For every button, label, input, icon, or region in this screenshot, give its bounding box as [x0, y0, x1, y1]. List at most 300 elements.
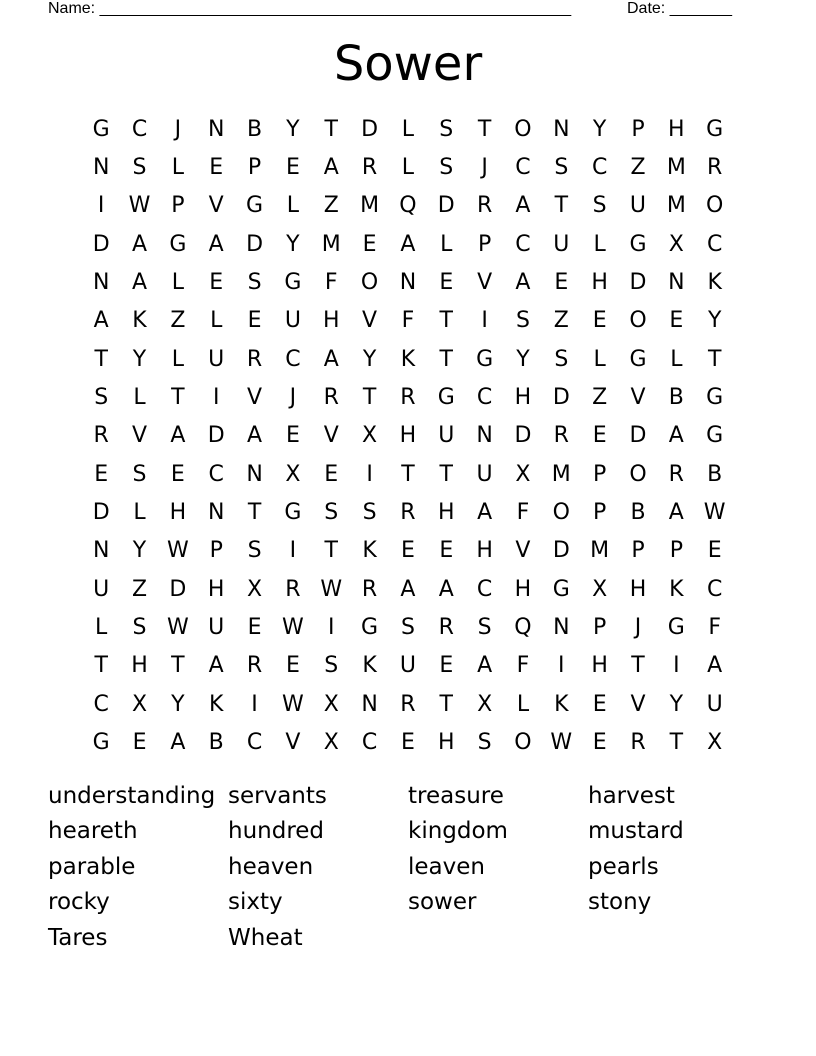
grid-letter: H	[322, 308, 340, 334]
grid-letter: B	[707, 461, 723, 487]
grid-letter: Y	[286, 231, 300, 257]
grid-letter: M	[321, 231, 341, 257]
grid-letter: B	[208, 730, 224, 756]
grid-letter: X	[131, 691, 148, 717]
word-list-item: sixty	[228, 889, 283, 916]
word-list-item: treasure	[408, 782, 504, 809]
grid-letter: N	[246, 461, 263, 487]
grid-letter: E	[400, 730, 415, 756]
grid-letter: I	[366, 461, 373, 487]
grid-letter: C	[285, 346, 301, 372]
grid-letter: E	[285, 155, 300, 181]
grid-letter: S	[132, 461, 147, 487]
grid-letter: V	[208, 193, 224, 219]
grid-letter: E	[592, 423, 607, 449]
grid-letter: L	[593, 231, 606, 257]
grid-letter: O	[360, 270, 379, 296]
grid-letter: J	[481, 155, 488, 181]
grid-letter: P	[631, 538, 645, 564]
grid-letter: H	[514, 385, 532, 411]
grid-letter: G	[629, 346, 647, 372]
grid-letter: A	[323, 346, 339, 372]
grid-letter: M	[666, 193, 686, 219]
grid-letter: V	[630, 691, 646, 717]
grid-letter: X	[592, 576, 608, 602]
word-list-item: pearls	[588, 853, 659, 880]
grid-letter: S	[439, 116, 454, 142]
grid-letter: C	[706, 576, 723, 602]
grid-letter: D	[169, 576, 187, 602]
grid-letter: A	[170, 730, 186, 756]
grid-letter: U	[208, 615, 225, 641]
grid-letter: H	[591, 653, 608, 679]
grid-letter: M	[590, 538, 610, 564]
grid-letter: Z	[592, 385, 608, 411]
grid-letter: U	[93, 576, 110, 602]
grid-letter: F	[516, 500, 530, 526]
grid-letter: L	[401, 116, 415, 142]
page-title: Sower	[333, 36, 483, 92]
grid-letter: L	[440, 231, 453, 257]
grid-letter: A	[477, 500, 493, 526]
grid-letter: T	[439, 461, 453, 487]
grid-letter: M	[551, 461, 571, 487]
grid-letter: R	[476, 193, 493, 219]
grid-letter: H	[131, 653, 148, 679]
grid-letter: T	[631, 653, 645, 679]
grid-letter: O	[552, 500, 570, 526]
grid-letter: L	[670, 346, 683, 372]
grid-letter: C	[515, 155, 531, 181]
grid-letter: N	[553, 615, 570, 641]
grid-letter: M	[360, 193, 380, 219]
grid-letter: T	[94, 653, 108, 679]
grid-letter: A	[400, 576, 416, 602]
word-list-item: Wheat	[228, 924, 303, 951]
grid-letter: V	[515, 538, 531, 564]
grid-letter: W	[282, 615, 304, 641]
grid-letter: S	[324, 653, 339, 679]
grid-letter: W	[128, 193, 151, 219]
grid-letter: X	[285, 461, 301, 487]
grid-letter: H	[399, 423, 417, 449]
grid-letter: R	[707, 155, 723, 181]
grid-letter: A	[668, 423, 684, 449]
word-list-item: leaven	[408, 853, 485, 880]
grid-letter: M	[666, 155, 686, 181]
grid-letter: P	[477, 231, 492, 257]
grid-letter: I	[327, 615, 335, 641]
grid-letter: S	[247, 538, 262, 564]
grid-letter: S	[132, 615, 147, 641]
grid-letter: H	[437, 730, 455, 756]
grid-letter: P	[593, 461, 607, 487]
grid-letter: N	[92, 270, 110, 296]
grid-letter: S	[515, 308, 530, 334]
grid-letter: F	[708, 615, 721, 641]
word-list-item: Tares	[48, 924, 108, 951]
grid-letter: I	[212, 385, 220, 411]
grid-letter: F	[401, 308, 415, 334]
grid-letter: R	[361, 155, 378, 181]
grid-letter: U	[476, 461, 493, 487]
grid-letter: S	[477, 615, 492, 641]
grid-letter: V	[131, 423, 148, 449]
grid-letter: T	[247, 500, 262, 526]
grid-letter: R	[246, 653, 263, 679]
grid-letter: X	[515, 461, 531, 487]
grid-letter: S	[554, 346, 569, 372]
worksheet-header	[48, 0, 768, 20]
letter-grid	[82, 110, 734, 762]
grid-letter: Y	[286, 116, 300, 142]
grid-letter: H	[437, 500, 455, 526]
grid-letter: A	[170, 423, 186, 449]
grid-letter: X	[323, 730, 339, 756]
grid-letter: C	[361, 730, 378, 756]
grid-letter: D	[552, 538, 570, 564]
grid-letter: P	[631, 116, 645, 142]
grid-letter: N	[399, 270, 417, 296]
grid-letter: D	[92, 231, 110, 257]
grid-letter: N	[207, 116, 225, 142]
grid-letter: P	[209, 538, 223, 564]
word-list-item: servants	[228, 782, 327, 809]
grid-letter: E	[669, 308, 684, 334]
grid-letter: P	[247, 155, 262, 181]
grid-letter: N	[207, 500, 225, 526]
grid-letter: K	[362, 538, 377, 564]
grid-letter: V	[362, 308, 378, 334]
grid-letter: B	[247, 116, 263, 142]
grid-letter: S	[477, 730, 492, 756]
grid-letter: V	[630, 385, 646, 411]
grid-letter: Y	[132, 538, 147, 564]
grid-letter: A	[515, 193, 531, 219]
grid-letter: E	[592, 308, 607, 334]
grid-letter: E	[170, 461, 185, 487]
grid-letter: S	[94, 385, 109, 411]
grid-letter: W	[550, 730, 573, 756]
grid-letter: R	[438, 615, 454, 641]
grid-letter: G	[437, 385, 455, 411]
grid-letter: A	[208, 231, 224, 257]
word-list-item: hundred	[228, 818, 325, 845]
grid-letter: W	[282, 691, 304, 717]
grid-letter: D	[629, 270, 647, 296]
grid-letter: A	[131, 270, 148, 296]
grid-letter: N	[92, 538, 110, 564]
name-field: Name: _____________________________________________________	[48, 0, 572, 17]
grid-letter: Z	[170, 308, 186, 334]
grid-letter: I	[251, 691, 258, 717]
grid-letter: R	[553, 423, 569, 449]
grid-letter: D	[437, 193, 455, 219]
grid-letter: Q	[514, 615, 532, 641]
grid-letter: T	[669, 730, 684, 756]
grid-letter: T	[362, 385, 377, 411]
grid-letter: G	[706, 116, 724, 142]
grid-letter: E	[439, 538, 454, 564]
grid-letter: R	[400, 691, 416, 717]
grid-letter: I	[481, 308, 488, 334]
grid-letter: G	[92, 730, 110, 756]
grid-letter: U	[553, 231, 570, 257]
grid-letter: E	[400, 538, 415, 564]
date-field: Date: _______	[627, 0, 732, 17]
word-list-item: stony	[588, 889, 652, 916]
grid-letter: D	[92, 500, 110, 526]
grid-letter: L	[516, 691, 530, 717]
grid-letter: A	[131, 231, 148, 257]
grid-letter: H	[591, 270, 608, 296]
grid-letter: P	[669, 538, 683, 564]
grid-letter: R	[323, 385, 339, 411]
word-list-item: understanding	[48, 782, 216, 809]
grid-letter: E	[592, 730, 607, 756]
grid-letter: G	[706, 423, 724, 449]
grid-letter: I	[289, 538, 297, 564]
grid-letter: Y	[592, 116, 607, 142]
grid-letter: X	[362, 423, 378, 449]
grid-letter: U	[629, 193, 647, 219]
grid-letter: Y	[669, 691, 684, 717]
grid-letter: C	[706, 231, 723, 257]
grid-letter: Y	[707, 308, 722, 334]
grid-letter: G	[667, 615, 685, 641]
grid-letter: D	[514, 423, 532, 449]
grid-letter: D	[207, 423, 225, 449]
grid-letter: O	[514, 730, 532, 756]
grid-letter: T	[401, 461, 415, 487]
grid-letter: R	[400, 500, 416, 526]
grid-letter: P	[171, 193, 185, 219]
grid-letter: R	[246, 346, 263, 372]
grid-letter: U	[399, 653, 416, 679]
grid-letter: S	[439, 155, 454, 181]
grid-letter: N	[668, 270, 685, 296]
grid-letter: L	[171, 346, 184, 372]
grid-letter: V	[477, 270, 493, 296]
grid-letter: E	[707, 538, 722, 564]
grid-letter: T	[171, 653, 185, 679]
grid-letter: G	[284, 270, 302, 296]
grid-letter: Y	[171, 691, 185, 717]
grid-letter: A	[208, 653, 224, 679]
grid-letter: S	[132, 155, 147, 181]
grid-letter: S	[362, 500, 377, 526]
grid-letter: T	[477, 116, 492, 142]
grid-letter: D	[629, 423, 647, 449]
grid-letter: C	[208, 461, 224, 487]
grid-letter: L	[401, 155, 415, 181]
grid-letter: S	[247, 270, 262, 296]
grid-letter: R	[285, 576, 301, 602]
grid-letter: G	[284, 500, 302, 526]
grid-letter: X	[477, 691, 493, 717]
grid-letter: O	[629, 461, 647, 487]
grid-letter: U	[706, 691, 723, 717]
grid-letter: T	[439, 308, 453, 334]
grid-letter: A	[247, 423, 263, 449]
grid-letter: X	[668, 231, 684, 257]
grid-letter: E	[247, 615, 262, 641]
grid-letter: E	[285, 423, 300, 449]
grid-letter: O	[629, 308, 647, 334]
grid-letter: L	[593, 346, 606, 372]
grid-letter: N	[553, 116, 570, 142]
grid-letter: T	[554, 193, 569, 219]
word-list	[48, 778, 768, 956]
grid-letter: Y	[362, 346, 377, 372]
grid-letter: G	[246, 193, 264, 219]
word-list-item: harvest	[588, 782, 675, 809]
grid-letter: B	[668, 385, 684, 411]
grid-letter: D	[246, 231, 264, 257]
grid-letter: N	[92, 155, 110, 181]
grid-letter: E	[209, 155, 224, 181]
grid-letter: H	[207, 576, 225, 602]
grid-letter: Z	[630, 155, 646, 181]
grid-letter: G	[92, 116, 110, 142]
grid-letter: R	[630, 730, 646, 756]
grid-letter: X	[707, 730, 723, 756]
grid-letter: Y	[132, 346, 147, 372]
grid-letter: C	[515, 231, 531, 257]
grid-letter: P	[593, 500, 607, 526]
grid-letter: T	[439, 346, 453, 372]
grid-letter: R	[668, 461, 684, 487]
grid-letter: K	[707, 270, 722, 296]
grid-letter: H	[668, 116, 685, 142]
grid-letter: U	[438, 423, 455, 449]
grid-letter: P	[593, 615, 607, 641]
grid-letter: W	[166, 615, 189, 641]
grid-letter: T	[94, 346, 108, 372]
grid-letter: S	[554, 155, 569, 181]
grid-letter: T	[324, 116, 338, 142]
word-list-item: heareth	[48, 818, 138, 845]
word-list-item: parable	[48, 853, 136, 880]
grid-letter: S	[400, 615, 415, 641]
grid-letter: L	[95, 615, 108, 641]
grid-letter: K	[208, 691, 224, 717]
grid-letter: O	[514, 116, 532, 142]
grid-letter: A	[668, 500, 684, 526]
grid-letter: I	[558, 653, 565, 679]
grid-letter: K	[554, 691, 569, 717]
grid-letter: H	[629, 576, 647, 602]
grid-letter: E	[324, 461, 339, 487]
grid-letter: L	[133, 385, 146, 411]
grid-letter: T	[439, 691, 453, 717]
grid-letter: E	[362, 231, 377, 257]
grid-letter: S	[324, 500, 339, 526]
grid-letter: W	[703, 500, 726, 526]
grid-letter: R	[93, 423, 109, 449]
grid-letter: A	[400, 231, 416, 257]
grid-letter: U	[208, 346, 225, 372]
grid-letter: Q	[399, 193, 417, 219]
grid-letter: D	[552, 385, 570, 411]
grid-letter: A	[93, 308, 109, 334]
grid-letter: T	[324, 538, 338, 564]
word-list-item: mustard	[588, 818, 684, 845]
grid-letter: I	[673, 653, 680, 679]
grid-letter: J	[634, 615, 642, 641]
grid-letter: N	[476, 423, 493, 449]
word-list-item: rocky	[48, 889, 110, 916]
grid-letter: Z	[553, 308, 569, 334]
grid-letter: E	[94, 461, 109, 487]
grid-letter: L	[210, 308, 223, 334]
grid-letter: W	[166, 538, 189, 564]
grid-letter: G	[476, 346, 494, 372]
grid-letter: C	[246, 730, 263, 756]
grid-letter: G	[552, 576, 570, 602]
grid-letter: C	[476, 576, 493, 602]
grid-letter: G	[629, 231, 647, 257]
grid-letter: K	[669, 576, 684, 602]
grid-letter: G	[361, 615, 379, 641]
grid-letter: V	[247, 385, 263, 411]
grid-letter: O	[706, 193, 724, 219]
grid-letter: X	[323, 691, 339, 717]
grid-letter: E	[439, 270, 454, 296]
grid-letter: E	[439, 653, 454, 679]
grid-letter: L	[133, 500, 146, 526]
grid-letter: W	[320, 576, 343, 602]
grid-letter: L	[171, 155, 184, 181]
grid-letter: A	[438, 576, 454, 602]
grid-letter: C	[131, 116, 148, 142]
grid-letter: N	[361, 691, 378, 717]
grid-letter: K	[132, 308, 147, 334]
grid-letter: V	[323, 423, 339, 449]
grid-letter: A	[707, 653, 723, 679]
grid-letter: R	[361, 576, 378, 602]
grid-letter: J	[289, 385, 297, 411]
grid-letter: J	[174, 116, 182, 142]
word-list-item: heaven	[228, 853, 314, 880]
grid-letter: T	[707, 346, 722, 372]
grid-letter: F	[516, 653, 530, 679]
grid-letter: A	[515, 270, 531, 296]
grid-letter: F	[324, 270, 338, 296]
grid-letter: Z	[131, 576, 148, 602]
grid-letter: E	[209, 270, 224, 296]
grid-letter: A	[477, 653, 493, 679]
grid-letter: Z	[323, 193, 339, 219]
grid-letter: U	[284, 308, 301, 334]
word-list-item: sower	[408, 889, 477, 916]
grid-letter: A	[323, 155, 339, 181]
grid-letter: T	[171, 385, 185, 411]
grid-letter: E	[554, 270, 569, 296]
grid-letter: L	[171, 270, 184, 296]
grid-letter: G	[706, 385, 724, 411]
grid-letter: H	[169, 500, 187, 526]
grid-letter: E	[247, 308, 262, 334]
grid-letter: L	[286, 193, 300, 219]
grid-letter: R	[400, 385, 416, 411]
grid-letter: K	[400, 346, 416, 372]
grid-letter: C	[93, 691, 109, 717]
word-list-item: kingdom	[408, 818, 508, 845]
grid-letter: D	[361, 116, 379, 142]
grid-letter: Y	[516, 346, 530, 372]
grid-letter: S	[592, 193, 607, 219]
